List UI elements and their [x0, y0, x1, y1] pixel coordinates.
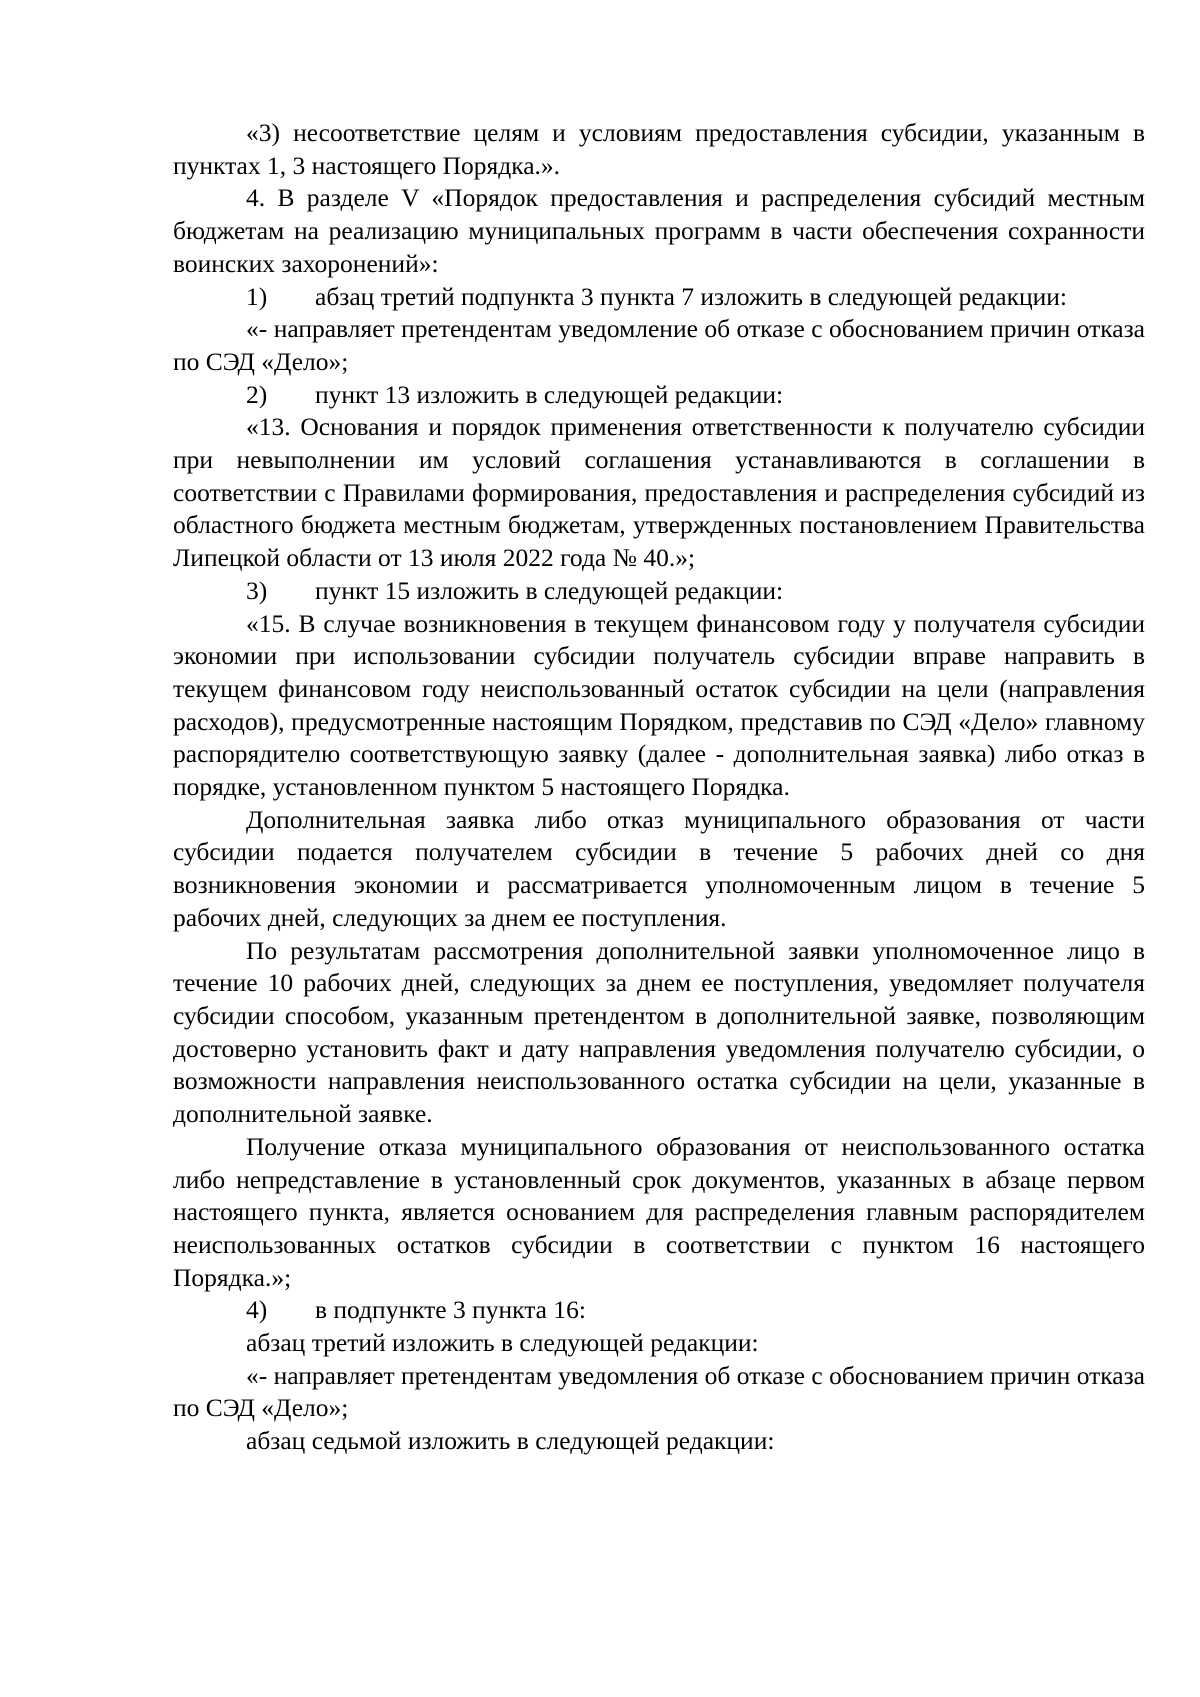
list-item [173, 379, 1145, 412]
list-item-number: 4) [246, 1295, 268, 1325]
paragraph [173, 117, 1145, 182]
paragraph-text: Дополнительная заявка либо отказ муниципального образования от части субсидии подается получателем субсидии в течение 5 рабочих дней со дня возникновения экономии и рассматривается уполномоченным лицом в течение 5 рабочих дней, следующих за днем ее поступления. [173, 804, 1145, 932]
paragraph-text: «13. Основания и порядок применения ответственности к получателю субсидии при невыполнении им условий соглашения устанавливаются в соглашении в соответствии с Правилами формирования, предоставления и распределения субсидий из областного бюджета местным бюджетам, утвержденных постановлением Правительства Липецкой области от 13 июля 2022 года № 40.»; [173, 412, 1145, 573]
list-item-number: 1) [246, 281, 268, 311]
paragraph [173, 1425, 1145, 1458]
paragraph [173, 804, 1145, 935]
paragraph-text: Получение отказа муниципального образования от неиспользованного остатка либо непредставление в установленный срок документов, указанных в абзаце первом настоящего пункта, является основанием для распределения главным распорядителем неиспользованных остатков субсидии в соответствии с пунктом 16 настоящего Порядка.»; [173, 1131, 1145, 1292]
paragraph-text: 4. В разделе V «Порядок предоставления и распределения субсидий местным бюджетам на реализацию муниципальных программ в части обеспечения сохранности воинских захоронений»: [173, 183, 1145, 278]
list-item-text: абзац третий подпункта 3 пункта 7 изложить в следующей редакции: [315, 281, 1068, 311]
paragraph [173, 608, 1145, 804]
paragraph-text: абзац третий изложить в следующей редакции: [246, 1328, 759, 1358]
paragraph [173, 313, 1145, 378]
paragraph-text: абзац седьмой изложить в следующей редакции: [246, 1426, 775, 1456]
paragraph [173, 935, 1145, 1131]
paragraph-text: «15. В случае возникновения в текущем финансовом году у получателя субсидии экономии при использовании субсидии получатель субсидии вправе направить в текущем финансовом году неиспользованный остаток субсидии на цели (направления расходов), предусмотренные настоящим Порядком, представив по СЭД «Дело» главному распорядителю соответствующую заявку (далее - дополнительная заявка) либо отказ в порядке, установленном пунктом 5 настоящего Порядка. [173, 608, 1145, 802]
paragraph-text: «- направляет претендентам уведомление об отказе с обоснованием причин отказа по СЭД «Дело»; [173, 314, 1145, 376]
document-page [173, 117, 1145, 1458]
list-item-text: в подпункте 3 пункта 16: [315, 1295, 586, 1325]
list-item-text: пункт 15 изложить в следующей редакции: [315, 575, 784, 605]
paragraph-text: «- направляет претендентам уведомления об отказе с обоснованием причин отказа по СЭД «Дело»; [173, 1360, 1145, 1423]
list-item-text: пункт 13 изложить в следующей редакции: [315, 379, 784, 409]
list-item [173, 575, 1145, 608]
list-item [173, 281, 1145, 314]
paragraph [173, 1131, 1145, 1295]
paragraph-text: «3) несоответствие целям и условиям предоставления субсидии, указанным в пунктах 1, 3 настоящего Порядка.». [173, 118, 1145, 180]
paragraph [173, 1360, 1145, 1425]
list-item-number: 2) [246, 379, 268, 409]
list-item [173, 1294, 1145, 1327]
paragraph [173, 182, 1145, 280]
paragraph-text: По результатам рассмотрения дополнительной заявки уполномоченное лицо в течение 10 рабочих дней, следующих за днем ее поступления, уведомляет получателя субсидии способом, указанным претендентом в дополнительной заявке, позволяющим достоверно установить факт и дату направления уведомления получателю субсидии, о возможности направления неиспользованного остатка субсидии на цели, указанные в дополнительной заявке. [173, 935, 1145, 1129]
list-item-number: 3) [246, 575, 268, 605]
paragraph [173, 411, 1145, 575]
paragraph [173, 1327, 1145, 1360]
